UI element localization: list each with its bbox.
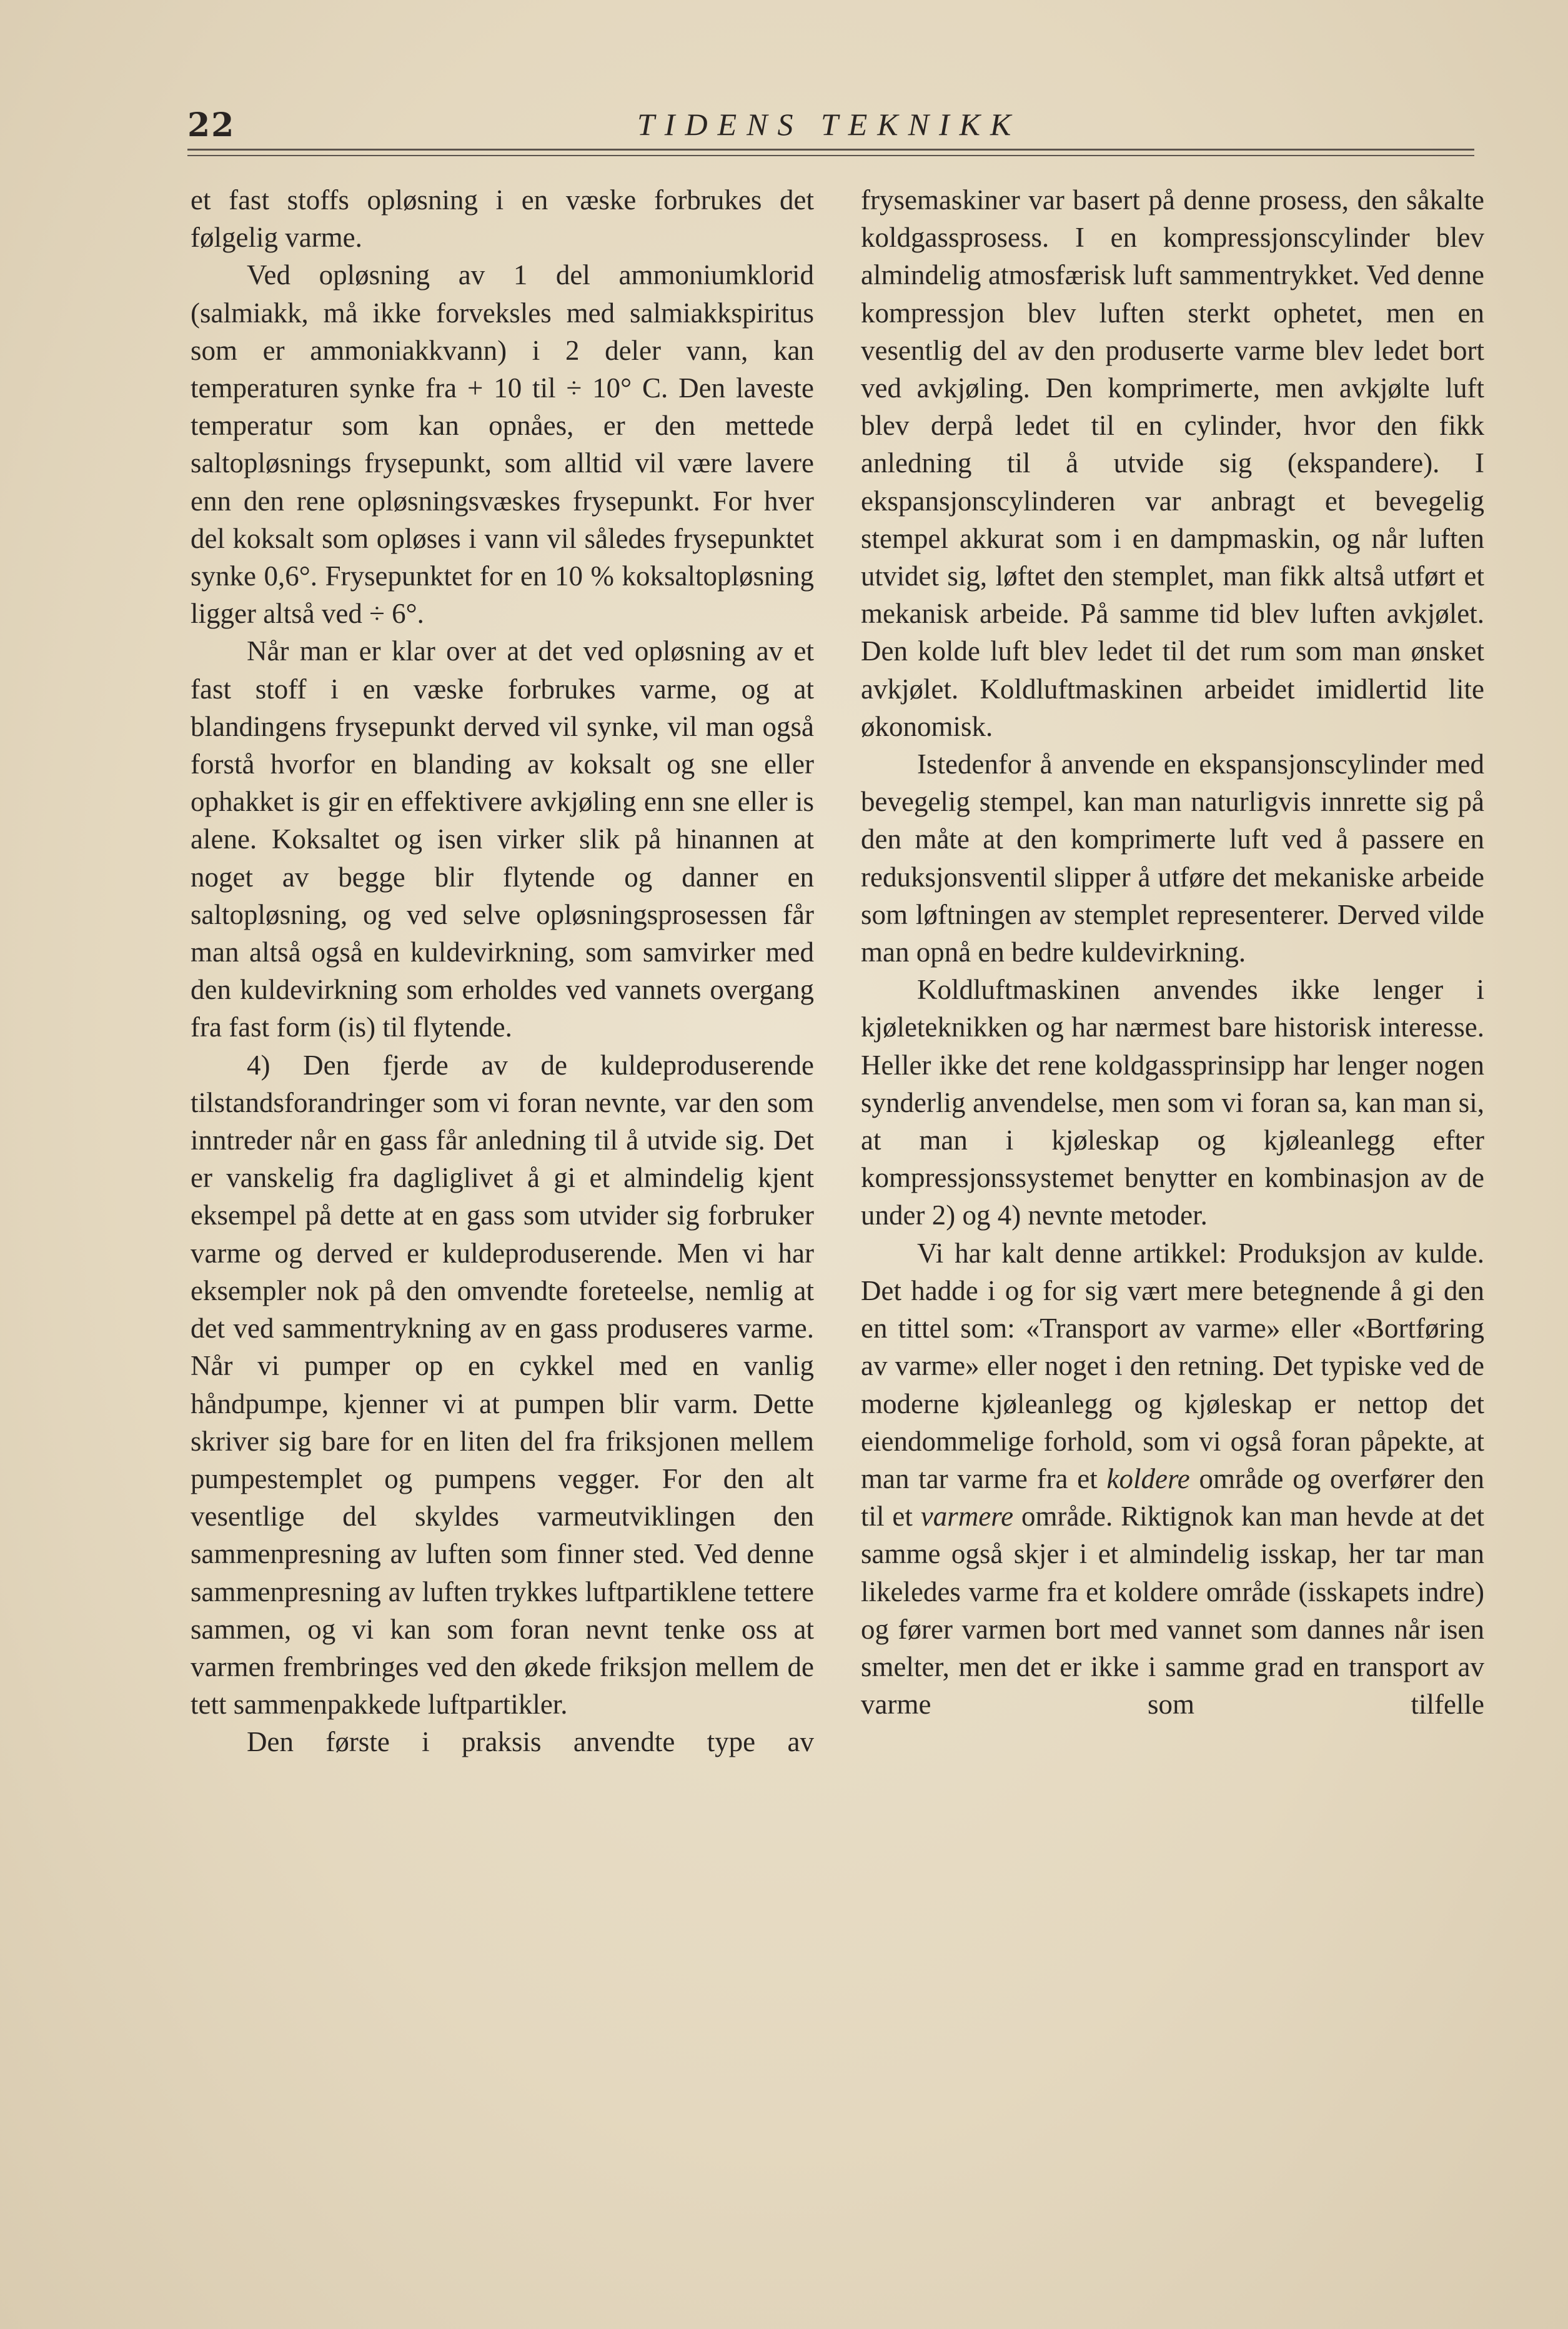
emphasis: koldere [1106,1462,1190,1494]
page-header [187,100,1474,150]
paragraph: Den første i praksis anvendte type av [247,1726,814,1758]
paragraph: frysemaskiner var basert på denne prosess, den såkalte koldgassprosess. I en kompressjonscylinder blev almindelig atmosfærisk luft sammentrykket. Ved denne kompressjon blev luften sterkt ophetet, men en vesentlig del av den produserte varme blev ledet bort ved avkjøling. Den komprimerte, men avkjølte luft blev derpå ledet til en cylinder, hvor den fikk anledning til å utvide sig (ekspandere). I ekspansjonscylinderen var anbragt et bevegelig stempel akkurat som i en dampmaskin, og når luften utvidet sig, løftet den stemplet, man fikk altså utført et mekanisk arbeide. På samme tid blev luften avkjølet. Den kolde luft blev ledet til det rum som man ønsket avkjølet. Koldluftmaskinen arbeidet imidlertid lite økonomisk. [861,184,1484,742]
text-run: Vi har kalt denne artikkel: Produksjon av kulde. Det hadde i og for sig vært mere betegnende å gi den en tittel som: «Transport av varme» eller «Bortføring av varme» eller noget i den retning. Det typiske ved de moderne kjøleanlegg og kjøleskap er nettop det eiendommelige forhold, som vi også foran påpekte, at man tar varme fra et [861,1237,1484,1494]
paragraph: Ved opløsning av 1 del ammoniumklorid (salmiakk, må ikke forveksles med salmiakkspiritus som er ammoniakkvann) i 2 deler vann, kan temperaturen synke fra + 10 til ÷ 10° C. Den laveste temperatur som kan opnåes, er den mettede saltopløsnings frysepunkt, som alltid vil være lavere enn den rene opløsningsvæskes frysepunkt. For hver del koksalt som opløses i vann vil således frysepunktet synke 0,6°. Frysepunktet for en 10 % koksaltopløsning ligger altså ved ÷ 6°. [191,259,814,630]
header-rule [187,149,1474,151]
emphasis: varmere [920,1501,1014,1532]
paragraph: Istedenfor å anvende en ekspansjonscylinder med bevegelig stempel, kan man naturligvis innrette sig på den måte at den komprimerte luft ved å passere en reduksjonsventil slipper å utføre det mekaniske arbeide som løftningen av stemplet representerer. Derved vilde man opnå en bedre kuldevirkning. [861,748,1484,968]
left-column [191,181,814,1761]
paragraph [861,1234,1484,1724]
page-number: 22 [187,106,236,144]
text-run: område. Riktignok kan man hevde at det samme også skjer i et almindelig isskap, her tar man likeledes varme fra et koldere område (isskapets indre) og fører varmen bort med vannet som dannes når isen smelter, men det er ikke i samme grad en transport av varme som tilfelle [861,1501,1485,1721]
right-column [861,181,1484,1723]
paragraph: et fast stoffs opløsning i en væske forbrukes det følgelig varme. [191,184,814,254]
paragraph: 4) Den fjerde av de kuldeproduserende tilstandsforandringer som vi foran nevnte, var den som inntreder når en gass får anledning til å utvide sig. Det er vanskelig fra dagliglivet å gi et almindelig kjent eksempel på dette at en gass som utvider sig forbruker varme og derved er kuldeproduserende. Men vi har eksempler nok på den omvendte foreteelse, nemlig at det ved sammentrykning av en gass produseres varme. Når vi pumper op en cykkel med en vanlig håndpumpe, kjenner vi at pumpen blir varm. Dette skriver sig bare for en liten del fra friksjonen mellem pumpestemplet og pumpens vegger. For den alt vesentlige del skyldes varmeutviklingen den sammenpresning av luften som finner sted. Ved denne sammenpresning av luften trykkes luftpartiklene tettere sammen, og vi kan som foran nevnt tenke oss at varmen frembringes ved den økede friksjon mellem de tett sammenpakkede luftpartikler. [191,1049,814,1721]
paragraph: Når man er klar over at det ved opløsning av et fast stoff i en væske forbrukes varme, og at blandingens frysepunkt derved vil synke, vil man også forstå hvorfor en blanding av koksalt og sne eller ophakket is gir en effektivere avkjøling enn sne eller is alene. Koksaltet og isen virker slik på hinannen at noget av begge blir flytende og danner en saltopløsning, og ved selve opløsningsprosessen får man altså også en kuldevirkning, som samvirker med den kuldevirkning som erholdes ved vannets overgang fra fast form (is) til flytende. [191,635,814,1043]
running-title: TIDENS TEKNIKK [637,107,1021,142]
header-rule-thin [187,155,1474,156]
paragraph: Koldluftmaskinen anvendes ikke lenger i kjøleteknikken og har nærmest bare historisk interesse. Heller ikke det rene koldgassprinsipp har lenger nogen synderlig anvendelse, men som vi foran sa, kan man si, at man i kjøleskap og kjøleanlegg efter kompressjonssystemet benytter en kombinasjon av de under 2) og 4) nevnte metoder. [861,974,1484,1231]
text-run: område og overfører den til et [861,1462,1485,1532]
